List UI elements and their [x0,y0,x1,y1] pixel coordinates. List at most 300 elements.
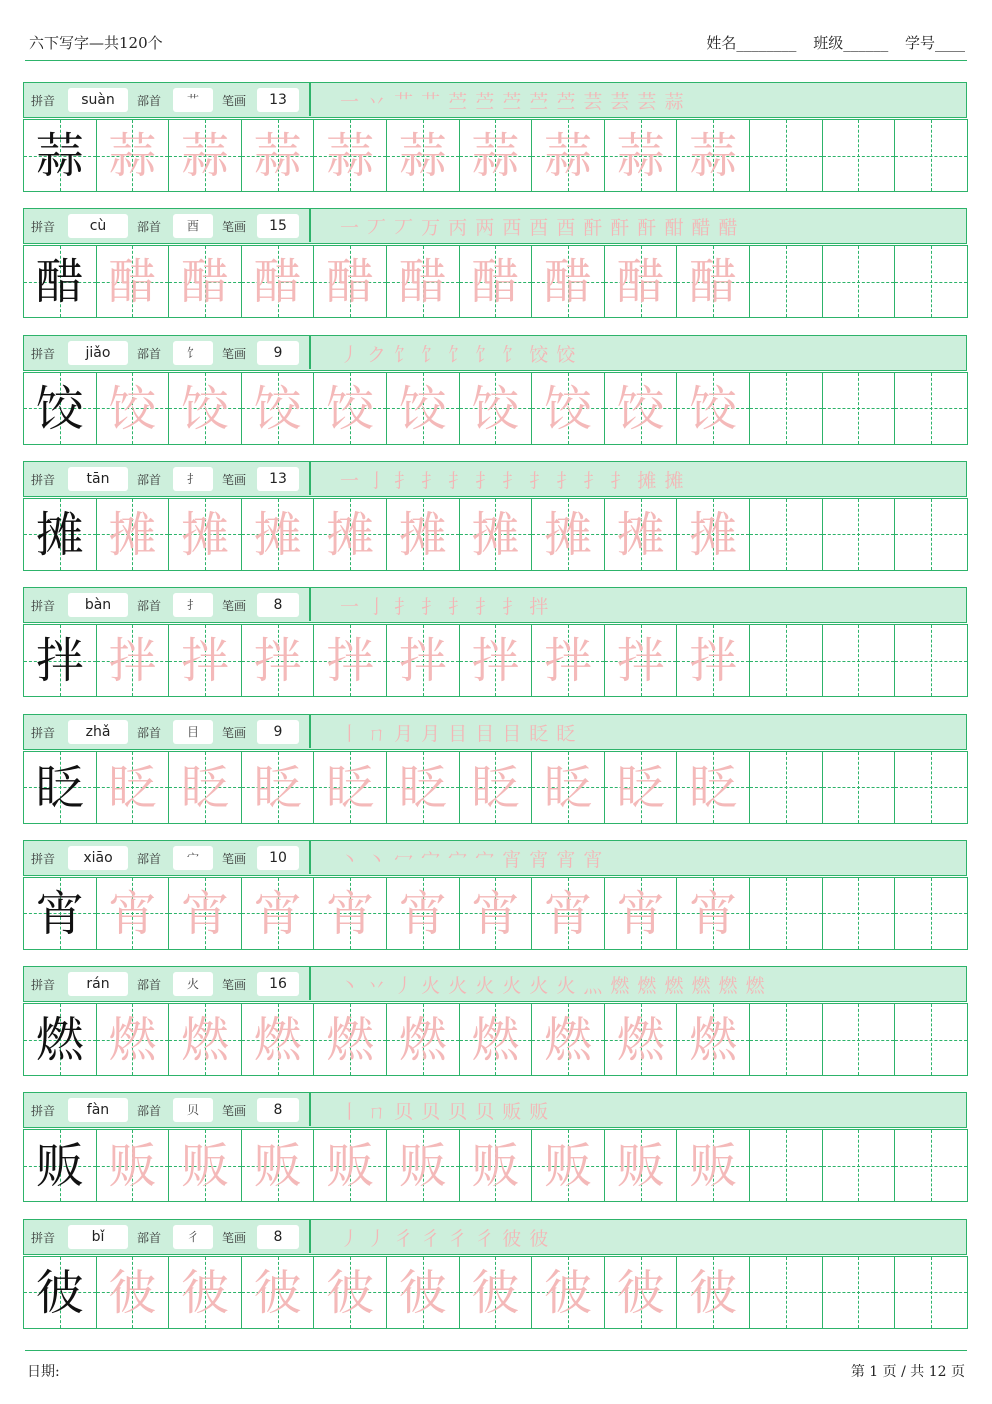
trace-character: 燃 [180,1012,229,1069]
trace-character-cell[interactable] [313,877,387,950]
trace-character-cell[interactable] [386,1003,460,1076]
blank-practice-cell[interactable] [749,119,823,192]
info-divider [309,715,311,748]
trace-character: 蒜 [108,128,157,184]
grid-guide-horizontal [823,661,895,662]
trace-character-cell[interactable] [604,119,678,192]
blank-practice-cell[interactable] [749,498,823,571]
grid-guide-horizontal [895,282,967,283]
blank-practice-cell[interactable] [749,1256,823,1329]
trace-character: 蒜 [689,128,738,184]
pinyin-value: bǐ [68,1225,128,1249]
trace-character-cell[interactable] [241,119,315,192]
trace-character: 彼 [616,1264,665,1321]
trace-character: 彼 [108,1264,157,1321]
character-info-bar [23,82,967,118]
model-character-cell [23,751,97,824]
trace-character: 燃 [616,1012,665,1069]
trace-character-cell[interactable] [96,1256,170,1329]
info-divider [309,83,311,116]
trace-character-cell[interactable] [313,624,387,697]
trace-character: 蒜 [398,128,447,184]
info-divider [309,1220,311,1253]
blank-practice-cell[interactable] [894,877,968,950]
blank-practice-cell[interactable] [822,877,896,950]
pinyin-value: rán [68,972,128,996]
stroke-count-label: 笔画 [222,220,247,235]
stroke-order-sequence: 丨 ㄇ 贝 贝 贝 贝 贩 贩 [340,1101,550,1124]
stroke-count-label: 笔画 [222,1230,247,1245]
trace-character: 蒜 [180,128,229,184]
trace-character: 贩 [689,1138,738,1195]
blank-practice-cell[interactable] [894,1256,968,1329]
stroke-count-value: 10 [257,846,299,870]
radical-value: 宀 [173,846,213,870]
model-character: 彼 [35,1264,84,1321]
stroke-count-label: 笔画 [222,978,247,993]
trace-character-cell[interactable] [604,245,678,318]
trace-character: 摊 [180,506,229,563]
trace-character: 燃 [689,1012,738,1069]
radical-value: 贝 [173,1098,213,1122]
practice-row [23,461,967,572]
writing-grid [23,498,967,572]
trace-character-cell[interactable] [459,245,533,318]
model-character: 摊 [35,506,84,563]
trace-character-cell[interactable] [676,119,750,192]
model-character-cell [23,372,97,445]
trace-character-cell[interactable] [241,751,315,824]
trace-character-cell[interactable] [386,751,460,824]
practice-row [23,587,967,698]
trace-character: 燃 [108,1012,157,1069]
trace-character-cell[interactable] [459,372,533,445]
trace-character-cell[interactable] [313,751,387,824]
character-info-bar [23,1092,967,1128]
trace-character-cell[interactable] [459,119,533,192]
trace-character: 拌 [253,633,302,690]
trace-character-cell[interactable] [313,1003,387,1076]
trace-character-cell[interactable] [459,624,533,697]
trace-character-cell[interactable] [676,877,750,950]
practice-row [23,335,967,446]
info-divider [309,336,311,369]
trace-character-cell[interactable] [531,1256,605,1329]
trace-character-cell[interactable] [604,372,678,445]
trace-character-cell[interactable] [96,1003,170,1076]
trace-character-cell[interactable] [604,751,678,824]
blank-practice-cell[interactable] [894,119,968,192]
info-divider [309,209,311,242]
trace-character: 彼 [689,1264,738,1321]
trace-character: 眨 [180,759,229,816]
trace-character-cell[interactable] [241,877,315,950]
trace-character-cell[interactable] [241,498,315,571]
trace-character-cell[interactable] [96,751,170,824]
class-field[interactable]: 班级______ [813,34,889,52]
trace-character-cell[interactable] [531,877,605,950]
grid-guide-horizontal [750,913,822,914]
trace-character-cell[interactable] [386,1129,460,1202]
trace-character: 蒜 [543,128,592,184]
practice-row [23,82,967,193]
model-character-cell [23,1129,97,1202]
blank-practice-cell[interactable] [822,372,896,445]
trace-character: 贩 [543,1138,592,1195]
trace-character-cell[interactable] [531,245,605,318]
blank-practice-cell[interactable] [749,372,823,445]
blank-practice-cell[interactable] [749,245,823,318]
trace-character-cell[interactable] [168,498,242,571]
grid-guide-horizontal [895,1040,967,1041]
model-character-cell [23,1003,97,1076]
trace-character-cell[interactable] [313,1256,387,1329]
trace-character-cell[interactable] [531,751,605,824]
trace-character-cell[interactable] [676,1003,750,1076]
trace-character-cell[interactable] [313,1129,387,1202]
radical-label: 部首 [137,1104,162,1119]
character-info-bar [23,587,967,623]
trace-character: 蒜 [326,128,375,184]
trace-character: 眨 [543,759,592,816]
trace-character-cell[interactable] [96,372,170,445]
trace-character: 拌 [398,633,447,690]
model-character: 燃 [35,1012,84,1069]
blank-practice-cell[interactable] [822,245,896,318]
trace-character: 燃 [253,1012,302,1069]
grid-guide-horizontal [823,1166,895,1167]
trace-character-cell[interactable] [604,1003,678,1076]
blank-practice-cell[interactable] [894,1003,968,1076]
trace-character: 饺 [253,380,302,437]
practice-row [23,1219,967,1330]
pinyin-value: zhǎ [68,720,128,744]
trace-character-cell[interactable] [459,1256,533,1329]
trace-character-cell[interactable] [386,245,460,318]
trace-character-cell[interactable] [386,624,460,697]
trace-character: 彼 [180,1264,229,1321]
model-character: 蒜 [35,128,84,184]
grid-guide-horizontal [895,661,967,662]
model-character-cell [23,245,97,318]
trace-character: 彼 [471,1264,520,1321]
writing-grid [23,1003,967,1077]
trace-character-cell[interactable] [386,498,460,571]
pinyin-value: tān [68,467,128,491]
character-info-bar [23,335,967,371]
page-footer [25,1350,967,1391]
trace-character-cell[interactable] [604,498,678,571]
character-info-bar [23,966,967,1002]
trace-character-cell[interactable] [676,498,750,571]
writing-grid [23,877,967,951]
trace-character-cell[interactable] [96,245,170,318]
trace-character-cell[interactable] [676,1256,750,1329]
trace-character: 贩 [180,1138,229,1195]
trace-character: 宵 [108,885,157,942]
grid-guide-horizontal [750,1292,822,1293]
trace-character-cell[interactable] [676,372,750,445]
writing-grid [23,119,967,193]
pinyin-value: bàn [68,593,128,617]
character-info-bar [23,208,967,244]
stroke-order-sequence: 丿 ク 饣 饣 饣 饣 饣 饺 饺 [340,343,577,366]
trace-character: 拌 [616,633,665,690]
blank-practice-cell[interactable] [749,624,823,697]
stroke-order-sequence: 丶 丶 冖 宀 宀 宀 宵 宵 宵 宵 [340,848,604,871]
info-divider [309,967,311,1000]
trace-character: 蒜 [471,128,520,184]
stroke-order-sequence: 丨 ㄇ 月 月 目 目 目 眨 眨 [340,722,577,745]
stroke-count-value: 9 [257,720,299,744]
blank-practice-cell[interactable] [749,1129,823,1202]
stroke-order-sequence: 丶 丷 丿 火 火 火 火 火 火 灬 燃 燃 燃 燃 燃 燃 [340,975,766,998]
radical-value: 目 [173,720,213,744]
trace-character-cell[interactable] [241,624,315,697]
trace-character-cell[interactable] [386,1256,460,1329]
trace-character: 彼 [398,1264,447,1321]
blank-practice-cell[interactable] [822,624,896,697]
trace-character: 摊 [616,506,665,563]
trace-character: 饺 [326,380,375,437]
trace-character-cell[interactable] [604,877,678,950]
trace-character: 醋 [543,254,592,311]
trace-character-cell[interactable] [96,624,170,697]
trace-character-cell[interactable] [459,877,533,950]
trace-character-cell[interactable] [241,245,315,318]
trace-character: 眨 [689,759,738,816]
grid-guide-horizontal [895,408,967,409]
grid-guide-horizontal [823,408,895,409]
trace-character: 饺 [616,380,665,437]
trace-character-cell[interactable] [604,1129,678,1202]
radical-value: 扌 [173,593,213,617]
trace-character-cell[interactable] [96,119,170,192]
model-character: 宵 [35,885,84,942]
model-character: 醋 [35,254,84,311]
trace-character-cell[interactable] [96,1129,170,1202]
stroke-count-value: 13 [257,467,299,491]
blank-practice-cell[interactable] [822,1129,896,1202]
blank-practice-cell[interactable] [894,372,968,445]
blank-practice-cell[interactable] [894,498,968,571]
trace-character-cell[interactable] [168,1256,242,1329]
trace-character-cell[interactable] [386,119,460,192]
trace-character: 贩 [471,1138,520,1195]
stroke-count-value: 13 [257,88,299,112]
page-number: 第 1 页 / 共 12 页 [850,1364,965,1380]
blank-practice-cell[interactable] [894,624,968,697]
model-character: 饺 [35,380,84,437]
trace-character-cell[interactable] [241,1129,315,1202]
blank-practice-cell[interactable] [822,1003,896,1076]
trace-character-cell[interactable] [313,498,387,571]
name-field[interactable]: 姓名________ [706,34,797,52]
pinyin-value: fàn [68,1098,128,1122]
trace-character-cell[interactable] [96,498,170,571]
trace-character-cell[interactable] [531,1003,605,1076]
trace-character-cell[interactable] [604,1256,678,1329]
trace-character: 眨 [398,759,447,816]
trace-character: 蒜 [616,128,665,184]
info-divider [309,462,311,495]
writing-grid [23,1129,967,1203]
trace-character: 贩 [616,1138,665,1195]
trace-character: 彼 [326,1264,375,1321]
stroke-order-sequence: 一 亅 扌 扌 扌 扌 扌 扌 扌 扌 扌 摊 摊 [340,469,685,492]
trace-character-cell[interactable] [241,1003,315,1076]
radical-label: 部首 [137,346,162,361]
stroke-count-label: 笔画 [222,1104,247,1119]
grid-guide-horizontal [750,1166,822,1167]
practice-row [23,208,967,319]
trace-character: 醋 [471,254,520,311]
blank-practice-cell[interactable] [822,1256,896,1329]
trace-character: 眨 [471,759,520,816]
trace-character-cell[interactable] [168,751,242,824]
stroke-count-value: 15 [257,214,299,238]
blank-practice-cell[interactable] [894,245,968,318]
trace-character-cell[interactable] [313,119,387,192]
trace-character: 拌 [108,633,157,690]
trace-character-cell[interactable] [241,1256,315,1329]
trace-character-cell[interactable] [676,245,750,318]
trace-character-cell[interactable] [531,119,605,192]
trace-character-cell[interactable] [459,1129,533,1202]
practice-row [23,1092,967,1203]
pinyin-label: 拼音 [31,599,56,614]
grid-guide-horizontal [750,156,822,157]
grid-guide-horizontal [895,1292,967,1293]
trace-character: 醋 [253,254,302,311]
trace-character-cell[interactable] [459,751,533,824]
trace-character: 燃 [326,1012,375,1069]
trace-character-cell[interactable] [531,372,605,445]
radical-value: 火 [173,972,213,996]
trace-character-cell[interactable] [168,245,242,318]
grid-guide-horizontal [750,282,822,283]
trace-character: 彼 [543,1264,592,1321]
trace-character-cell[interactable] [168,1003,242,1076]
model-character-cell [23,877,97,950]
pinyin-label: 拼音 [31,851,56,866]
trace-character: 彼 [253,1264,302,1321]
trace-character-cell[interactable] [604,624,678,697]
trace-character: 饺 [180,380,229,437]
grid-guide-horizontal [823,282,895,283]
trace-character-cell[interactable] [676,751,750,824]
student-fields [706,32,965,53]
trace-character-cell[interactable] [313,245,387,318]
trace-character: 宵 [398,885,447,942]
trace-character-cell[interactable] [531,1129,605,1202]
stroke-order-sequence: 丿 丿 彳 彳 彳 彳 彼 彼 [340,1227,550,1250]
pinyin-label: 拼音 [31,1230,56,1245]
trace-character: 贩 [108,1138,157,1195]
radical-value: 扌 [173,467,213,491]
trace-character-cell[interactable] [96,877,170,950]
grid-guide-horizontal [750,534,822,535]
trace-character-cell[interactable] [168,119,242,192]
pinyin-value: cù [68,214,128,238]
trace-character-cell[interactable] [459,498,533,571]
stroke-count-label: 笔画 [222,725,247,740]
trace-character: 眨 [616,759,665,816]
trace-character-cell[interactable] [386,372,460,445]
writing-grid [23,245,967,319]
trace-character-cell[interactable] [168,624,242,697]
trace-character: 饺 [108,380,157,437]
trace-character: 醋 [108,254,157,311]
trace-character: 醋 [180,254,229,311]
trace-character-cell[interactable] [241,372,315,445]
trace-character-cell[interactable] [168,1129,242,1202]
pinyin-label: 拼音 [31,472,56,487]
character-info-bar [23,840,967,876]
radical-label: 部首 [137,851,162,866]
blank-practice-cell[interactable] [822,119,896,192]
pinyin-value: jiǎo [68,341,128,365]
model-character-cell [23,624,97,697]
model-character-cell [23,119,97,192]
student-id-field[interactable]: 学号____ [904,34,965,52]
trace-character-cell[interactable] [676,1129,750,1202]
trace-character-cell[interactable] [459,1003,533,1076]
trace-character-cell[interactable] [676,624,750,697]
grid-guide-horizontal [823,787,895,788]
grid-guide-horizontal [895,156,967,157]
trace-character-cell[interactable] [168,877,242,950]
trace-character-cell[interactable] [531,624,605,697]
stroke-order-sequence: 一 丷 艹 艹 苎 苎 苎 苎 苎 芸 芸 芸 蒜 [340,91,685,113]
pinyin-value: xiāo [68,846,128,870]
info-divider [309,588,311,621]
writing-grid [23,372,967,446]
pinyin-label: 拼音 [31,220,56,235]
blank-practice-cell[interactable] [894,751,968,824]
blank-practice-cell[interactable] [894,1129,968,1202]
trace-character: 宵 [543,885,592,942]
blank-practice-cell[interactable] [749,1003,823,1076]
radical-label: 部首 [137,725,162,740]
pinyin-label: 拼音 [31,1104,56,1119]
blank-practice-cell[interactable] [749,751,823,824]
grid-guide-horizontal [895,1166,967,1167]
trace-character-cell[interactable] [313,372,387,445]
character-info-bar [23,1219,967,1255]
writing-grid [23,751,967,825]
trace-character: 贩 [398,1138,447,1195]
grid-guide-horizontal [895,913,967,914]
blank-practice-cell[interactable] [749,877,823,950]
model-character: 拌 [35,633,84,690]
blank-practice-cell[interactable] [822,498,896,571]
stroke-count-label: 笔画 [222,851,247,866]
trace-character: 摊 [689,506,738,563]
trace-character-cell[interactable] [168,372,242,445]
page-header [25,28,967,61]
trace-character-cell[interactable] [386,877,460,950]
radical-label: 部首 [137,220,162,235]
trace-character-cell[interactable] [531,498,605,571]
grid-guide-horizontal [823,156,895,157]
grid-guide-horizontal [750,787,822,788]
grid-guide-horizontal [750,408,822,409]
blank-practice-cell[interactable] [822,751,896,824]
radical-value: 酉 [173,214,213,238]
trace-character: 拌 [543,633,592,690]
trace-character: 摊 [471,506,520,563]
